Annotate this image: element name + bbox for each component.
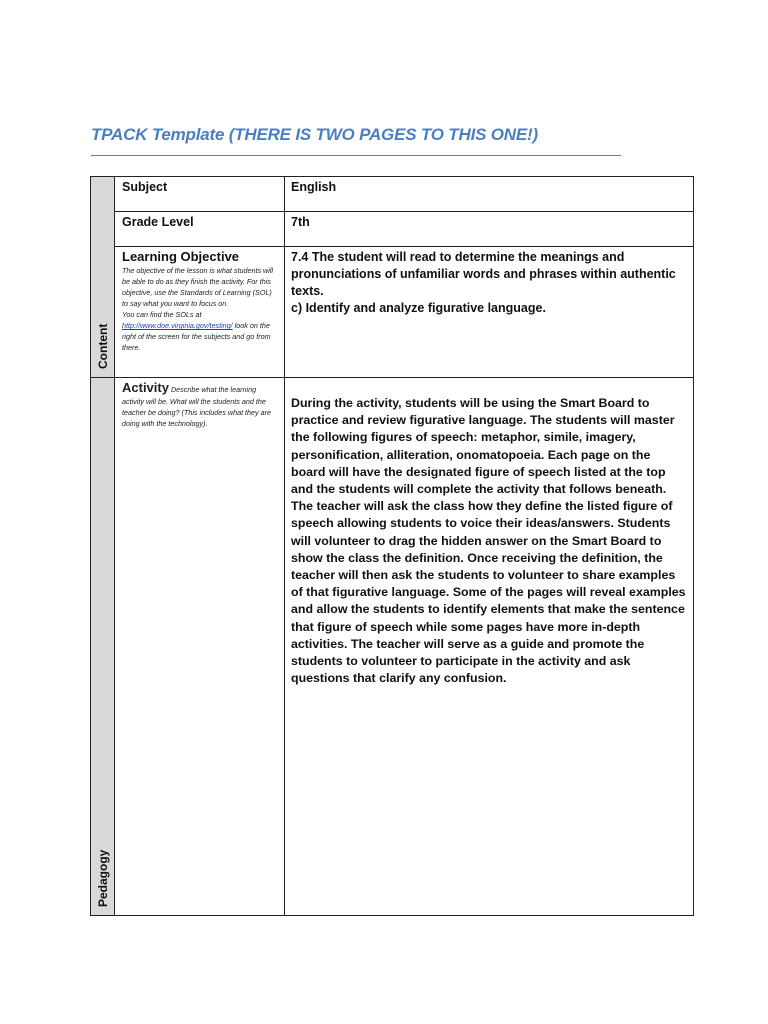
activity-label: Activity: [122, 380, 169, 395]
sol-note-suffix: look on the right of the screen for the subjects and go from there.: [122, 321, 271, 352]
content-section-cell: [91, 177, 115, 378]
objective-sub-standard: c) Identify and analyze figurative language.: [291, 301, 546, 315]
subject-row: [91, 177, 694, 212]
objective-standard: 7.4 The student will read to determine the meanings and pronunciations of unfamiliar words and phrases within authentic texts.: [291, 250, 676, 298]
activity-teacher-role: The teacher will ask the class how they define the listed figure of speech allowing students to voice their ideas/answers. Students will volunteer to drag the hidden answer on the Smart Board to show the class the definition. Once receiving the definition, the teacher will then ask the students to volunteer to share examples of that figurative language. Some of the pages will reveal examples and allow the students to identify elements that make the sentence that figure of speech while some pages have more in-depth activities. The teacher will serve as a guide and promote the students to volunteer to participate in the activity and ask questions that clarify any confusion.: [291, 499, 686, 686]
activity-row: [91, 378, 694, 916]
grade-value: 7th: [291, 215, 310, 229]
objective-note: [122, 265, 278, 353]
subject-label: Subject: [122, 180, 168, 194]
tpack-table: [90, 176, 694, 916]
content-section-label: Content: [95, 323, 110, 369]
grade-row: [91, 212, 694, 247]
grade-label-cell: [115, 212, 285, 247]
objective-note-text: The objective of the lesson is what students will be able to do as they finish the activity. For this objective, use the Standards of Learning (SOL) to say what you want to focus on.: [122, 266, 274, 308]
sol-link[interactable]: http://www.doe.virginia.gov/testing/: [122, 321, 233, 330]
activity-heading: [122, 380, 278, 429]
objective-label-cell: [115, 247, 285, 378]
title-underline: [91, 155, 621, 156]
grade-label: Grade Level: [122, 215, 194, 229]
pedagogy-section-label: Pedagogy: [95, 849, 110, 907]
activity-label-cell: [115, 378, 285, 916]
activity-value-cell: [285, 378, 694, 916]
subject-value-cell: [285, 177, 694, 212]
activity-description: During the activity, students will be using the Smart Board to practice and review figurative language. The students will master the following figures of speech: metaphor, simile, imagery, personification, alliteration, onomatopoeia. Each page on the board will have the designated figure of speech listed at the top and the students will complete the activity that follows beneath.: [291, 396, 675, 497]
objective-value-cell: [285, 247, 694, 378]
pedagogy-section-cell: [91, 378, 115, 916]
objective-row: [91, 247, 694, 378]
subject-value: English: [291, 180, 337, 194]
activity-note: Describe what the learning activity will be. What will the students and the teacher be doing? (This includes what they are doing with the technology).: [122, 385, 272, 428]
objective-label: Learning Objective: [122, 249, 240, 264]
grade-value-cell: [285, 212, 694, 247]
subject-label-cell: [115, 177, 285, 212]
sol-note-text: You can find the SOLs at: [122, 310, 202, 319]
document-title: TPACK Template (THERE IS TWO PAGES TO THIS ONE!): [91, 125, 538, 144]
